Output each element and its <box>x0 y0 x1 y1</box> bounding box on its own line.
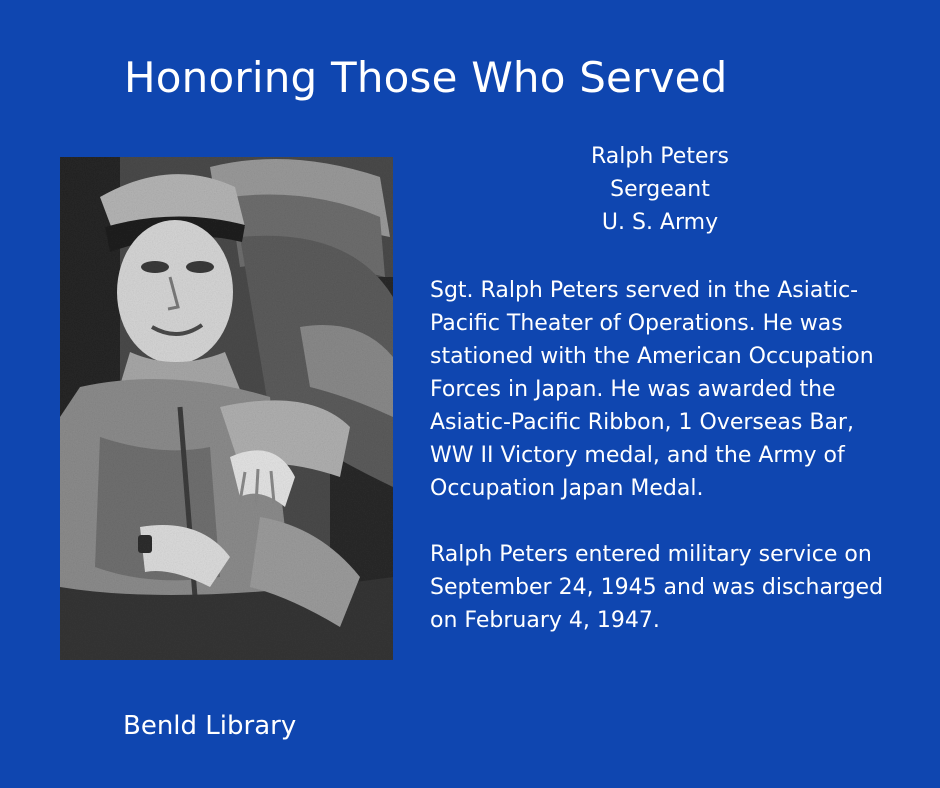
bio-paragraph: Sgt. Ralph Peters served in the Asiatic-Pacific Theater of Operations. He was stationed with the American Occupation Forces in Japan. He was awarded the Asiatic-Pacific Ribbon, 1 Overseas Bar, WW II Victory medal, and the Army of Occupation Japan Medal. <box>430 278 874 501</box>
member-rank: Sergeant <box>610 177 710 202</box>
member-name: Ralph Peters <box>591 144 729 169</box>
service-biography <box>430 274 900 637</box>
library-credit: Benld Library <box>123 711 297 741</box>
page-title: Honoring Those Who Served <box>124 53 728 102</box>
bio-paragraph: Ralph Peters entered military service on September 24, 1945 and was discharged on February 4, 1947. <box>430 542 884 633</box>
portrait-photo <box>60 157 393 660</box>
service-member-identity <box>560 140 760 239</box>
member-branch: U. S. Army <box>601 210 719 235</box>
